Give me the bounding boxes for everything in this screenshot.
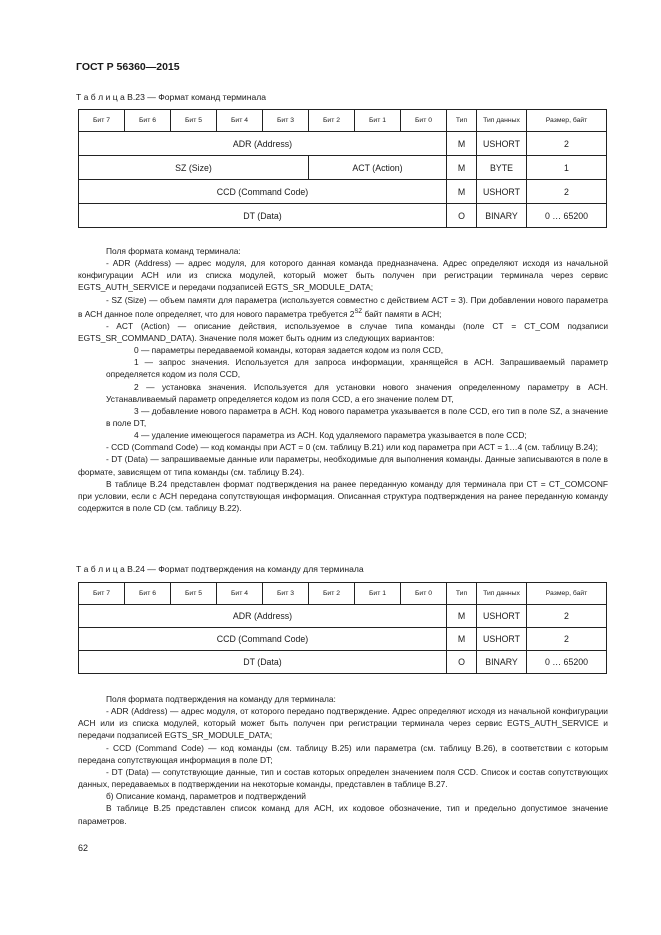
section-heading: б) Описание команд, параметров и подтверждений [106,791,306,802]
column-header: Бит 5 [171,110,217,132]
field-type: M [447,180,477,204]
column-header: Тип [447,583,477,605]
column-header: Бит 0 [401,110,447,132]
list-item: 2 — установка значения. Используется для установки нового значения определенному параметру в АСН. Устанавливаемый параметр определяется кодом из поля CCD, а его значение полем DT, [106,381,608,404]
table-b23 [78,109,607,228]
field-size: 1 [527,156,607,180]
column-header: Бит 6 [125,583,171,605]
field-type: O [447,651,477,674]
column-header: Бит 1 [355,583,401,605]
column-header: Бит 3 [263,583,309,605]
list-item: 4 — удаление имеющегося параметра из АСН. Код удаляемого параметра указывается в поле CCD; [134,430,527,441]
field-type: M [447,605,477,628]
paragraph: - CCD (Command Code) — код команды при ACT = 0 (см. таблицу В.21) или код параметра при ACT = 1…4 (см. таблицу В.24); [106,442,598,453]
document-header: ГОСТ Р 56360—2015 [76,61,180,73]
field-type: M [447,156,477,180]
column-header: Размер, байт [527,583,607,605]
field-data-type: USHORT [477,180,527,204]
list-item: 3 — добавление нового параметра в АСН. Код нового параметра указывается в поле CCD, его тип в поле SZ, а значение в поле DT, [106,405,608,428]
field-data-type: USHORT [477,605,527,628]
paragraph: Поля формата подтверждения на команду для терминала: [106,694,336,704]
column-header: Размер, байт [527,110,607,132]
text-fragment: байт памяти в АСН; [362,308,442,319]
field-label: SZ (Size) [79,156,309,180]
paragraph: - ACT (Action) — описание действия, используемое в случае типа команды (поле CT = CT_COM подзаписи EGTS_SR_COMMAND_DATA). Значение поля может быть одним из следующих вариантов: [78,320,608,343]
list-item: 0 — параметры передаваемой команды, которая задается кодом из поля CCD, [134,345,444,356]
field-label: ACT (Action) [309,156,447,180]
paragraph: В таблице В.24 представлен формат подтверждения на ранее переданную команду для терминала при CT = CT_COMCONF при условии, если с АСН передана сопутствующая информация. Описанная структура подтверждения на ранее переданную команду содержится в поле CD (см. таблицу В.22). [78,478,608,514]
paragraph: - DT (Data) — запрашиваемые данные или параметры, необходимые для выполнения команды. Данные записываются в поле в формате, зависящем от типа команды (см. таблицу В.24). [78,454,608,477]
paragraph: Поля формата команд терминала: [106,246,241,256]
page-number: 62 [78,843,89,853]
paragraph: - CCD (Command Code) — код команды (см. таблицу В.25) или параметра (см. таблицу В.26), в соответствии с которым передана сопутствующая информация в поле DT; [78,742,608,765]
list-item: 1 — запрос значения. Используется для запроса информации, хранящейся в АСН. Запрашиваемый параметр определяется кодом из поля CCD, [106,357,608,380]
table-row [79,628,607,651]
table-row [79,132,607,156]
field-data-type: BYTE [477,156,527,180]
field-size: 2 [527,628,607,651]
field-label: CCD (Command Code) [79,180,447,204]
column-header: Бит 7 [79,110,125,132]
field-data-type: BINARY [477,204,527,228]
table-b23-description [78,245,608,514]
field-size: 0 … 65200 [527,204,607,228]
field-data-type: USHORT [477,132,527,156]
column-header: Бит 3 [263,110,309,132]
paragraph: - ADR (Address) — адрес модуля, для которого данная команда предназначена. Адрес определяют исходя из начальной конфигурации АСН или из списка модулей, который может быть получен при регистрации терминала через сервис EGTS_AUTH_SERVICE и передачи подзаписей EGTS_SR_MODULE_DATA; [78,258,608,293]
field-data-type: USHORT [477,628,527,651]
table-row [79,180,607,204]
column-header: Бит 7 [79,583,125,605]
field-type: O [447,204,477,228]
field-size: 0 … 65200 [527,651,607,674]
field-label: CCD (Command Code) [79,628,447,651]
field-label: ADR (Address) [79,605,447,628]
column-header: Бит 2 [309,583,355,605]
table-b24-caption: Т а б л и ц а В.24 — Формат подтверждения на команду для терминала [76,564,364,574]
table-row [79,605,607,628]
field-label: DT (Data) [79,651,447,674]
column-header: Бит 6 [125,110,171,132]
paragraph: - ADR (Address) — адрес модуля, от которого передано подтверждение. Адрес определяют исходя из начальной конфигурации АСН или из списка модулей, который может быть получен при регистрации терминала через сервис EGTS_AUTH_SERVICE и передачи подзаписей EGTS_SR_MODULE_DATA; [78,706,608,741]
column-header: Бит 2 [309,110,355,132]
field-label: ADR (Address) [79,132,447,156]
table-b24 [78,582,607,674]
field-type: M [447,132,477,156]
field-size: 2 [527,605,607,628]
column-header: Бит 4 [217,583,263,605]
column-header: Тип данных [477,110,527,132]
column-header: Тип данных [477,583,527,605]
column-header: Бит 1 [355,110,401,132]
text-fragment: - SZ (Size) — объем памяти для параметра (используется совместно с действием ACT = 3). При добавлении нового параметра в АСН данное поле определяет, что для нового параметра требуется 2 [78,294,608,319]
column-header: Бит 5 [171,583,217,605]
field-label: DT (Data) [79,204,447,228]
table-row [79,651,607,674]
field-type: M [447,628,477,651]
column-header: Тип [447,110,477,132]
paragraph [78,294,608,320]
table-header-row [79,110,607,132]
table-row [79,204,607,228]
table-b24-description [78,693,608,827]
table-row [79,156,607,180]
superscript: SZ [354,308,363,315]
paragraph: В таблице В.25 представлен список команд для АСН, их кодовое обозначение, тип и предельно допустимое значение параметров. [78,803,608,826]
table-b23-caption: Т а б л и ц а В.23 — Формат команд терминала [76,92,267,102]
table-header-row [79,583,607,605]
field-data-type: BINARY [477,651,527,674]
column-header: Бит 0 [401,583,447,605]
field-size: 2 [527,180,607,204]
field-size: 2 [527,132,607,156]
column-header: Бит 4 [217,110,263,132]
paragraph: - DT (Data) — сопутствующие данные, тип и состав которых определен значением поля CCD. Список и состав сопутствующих данных, передаваемых в подтверждении на некоторые команды, представлен в таблице В.27. [78,766,608,790]
